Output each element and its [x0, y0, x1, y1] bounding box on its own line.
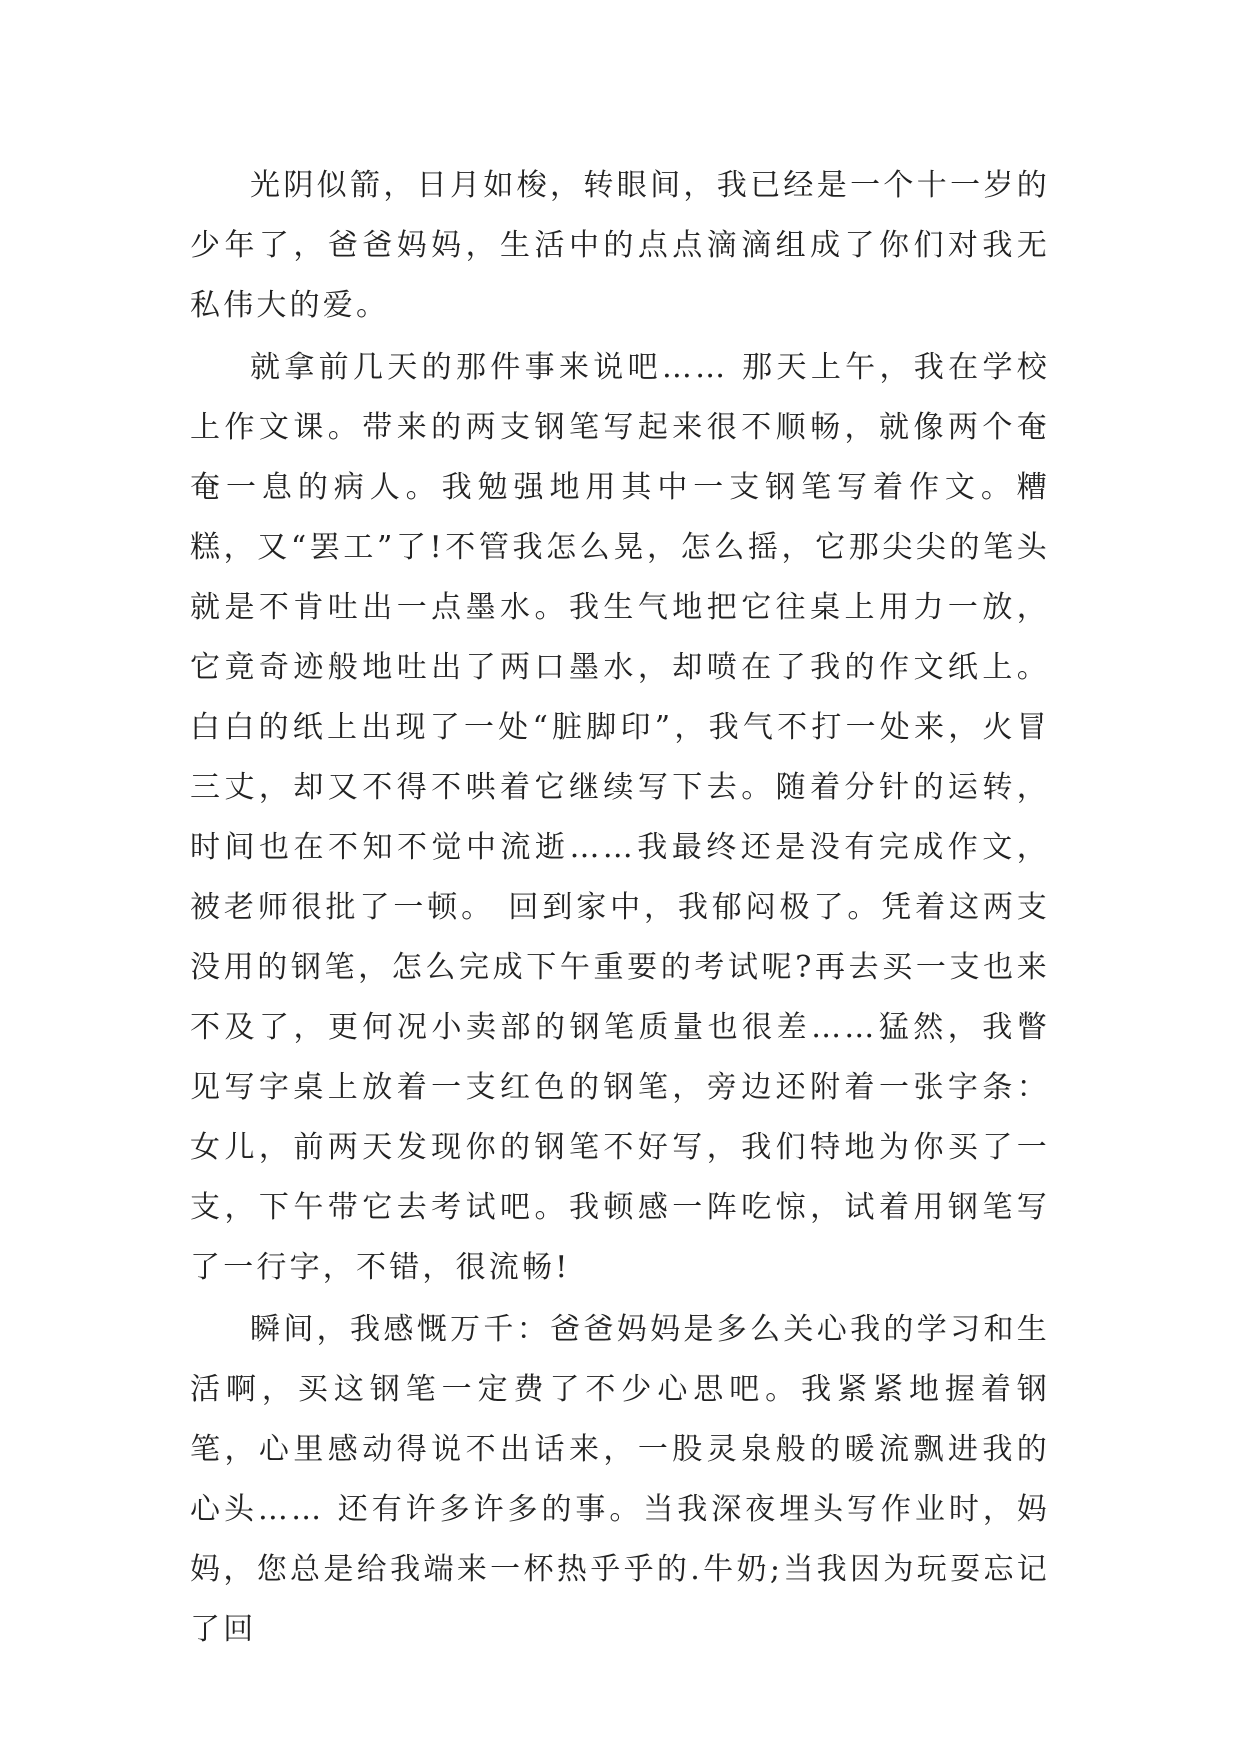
paragraph-1: 光阴似箭，日月如梭，转眼间，我已经是一个十一岁的少年了，爸爸妈妈，生活中的点点滴滴组成了你们对我无私伟大的爱。: [190, 168, 1050, 323]
paragraph-2: 就拿前几天的那件事来说吧…… 那天上午，我在学校上作文课。带来的两支钢笔写起来很不顺畅，就像两个奄奄一息的病人。我勉强地用其中一支钢笔写着作文。糟糕，又“罢工”了!不管我怎么晃，怎么摇，它那尖尖的笔头就是不肯吐出一点墨水。我生气地把它往桌上用力一放，它竟奇迹般地吐出了两口墨水，却喷在了我的作文纸上。白白的纸上出现了一处“脏脚印”，我气不打一处来，火冒三丈，却又不得不哄着它继续写下去。随着分针的运转，时间也在不知不觉中流逝……我最终还是没有完成作文，被老师很批了一顿。 回到家中，我郁闷极了。凭着这两支没用的钢笔，怎么完成下午重要的考试呢?再去买一支也来不及了，更何况小卖部的钢笔质量也很差……猛然，我瞥见写字桌上放着一支红色的钢笔，旁边还附着一张字条：女儿，前两天发现你的钢笔不好写，我们特地为你买了一支，下午带它去考试吧。我顿感一阵吃惊，试着用钢笔写了一行字，不错，很流畅!: [190, 350, 1050, 1285]
document-body: [190, 156, 1050, 1662]
paragraph-3: 瞬间，我感慨万千：爸爸妈妈是多么关心我的学习和生活啊，买这钢笔一定费了不少心思吧。我紧紧地握着钢笔，心里感动得说不出话来，一股灵泉般的暖流飘进我的心头…… 还有许多许多的事。当我深夜埋头写作业时，妈妈，您总是给我端来一杯热乎乎的.牛奶;当我因为玩耍忘记了回: [190, 1312, 1050, 1647]
